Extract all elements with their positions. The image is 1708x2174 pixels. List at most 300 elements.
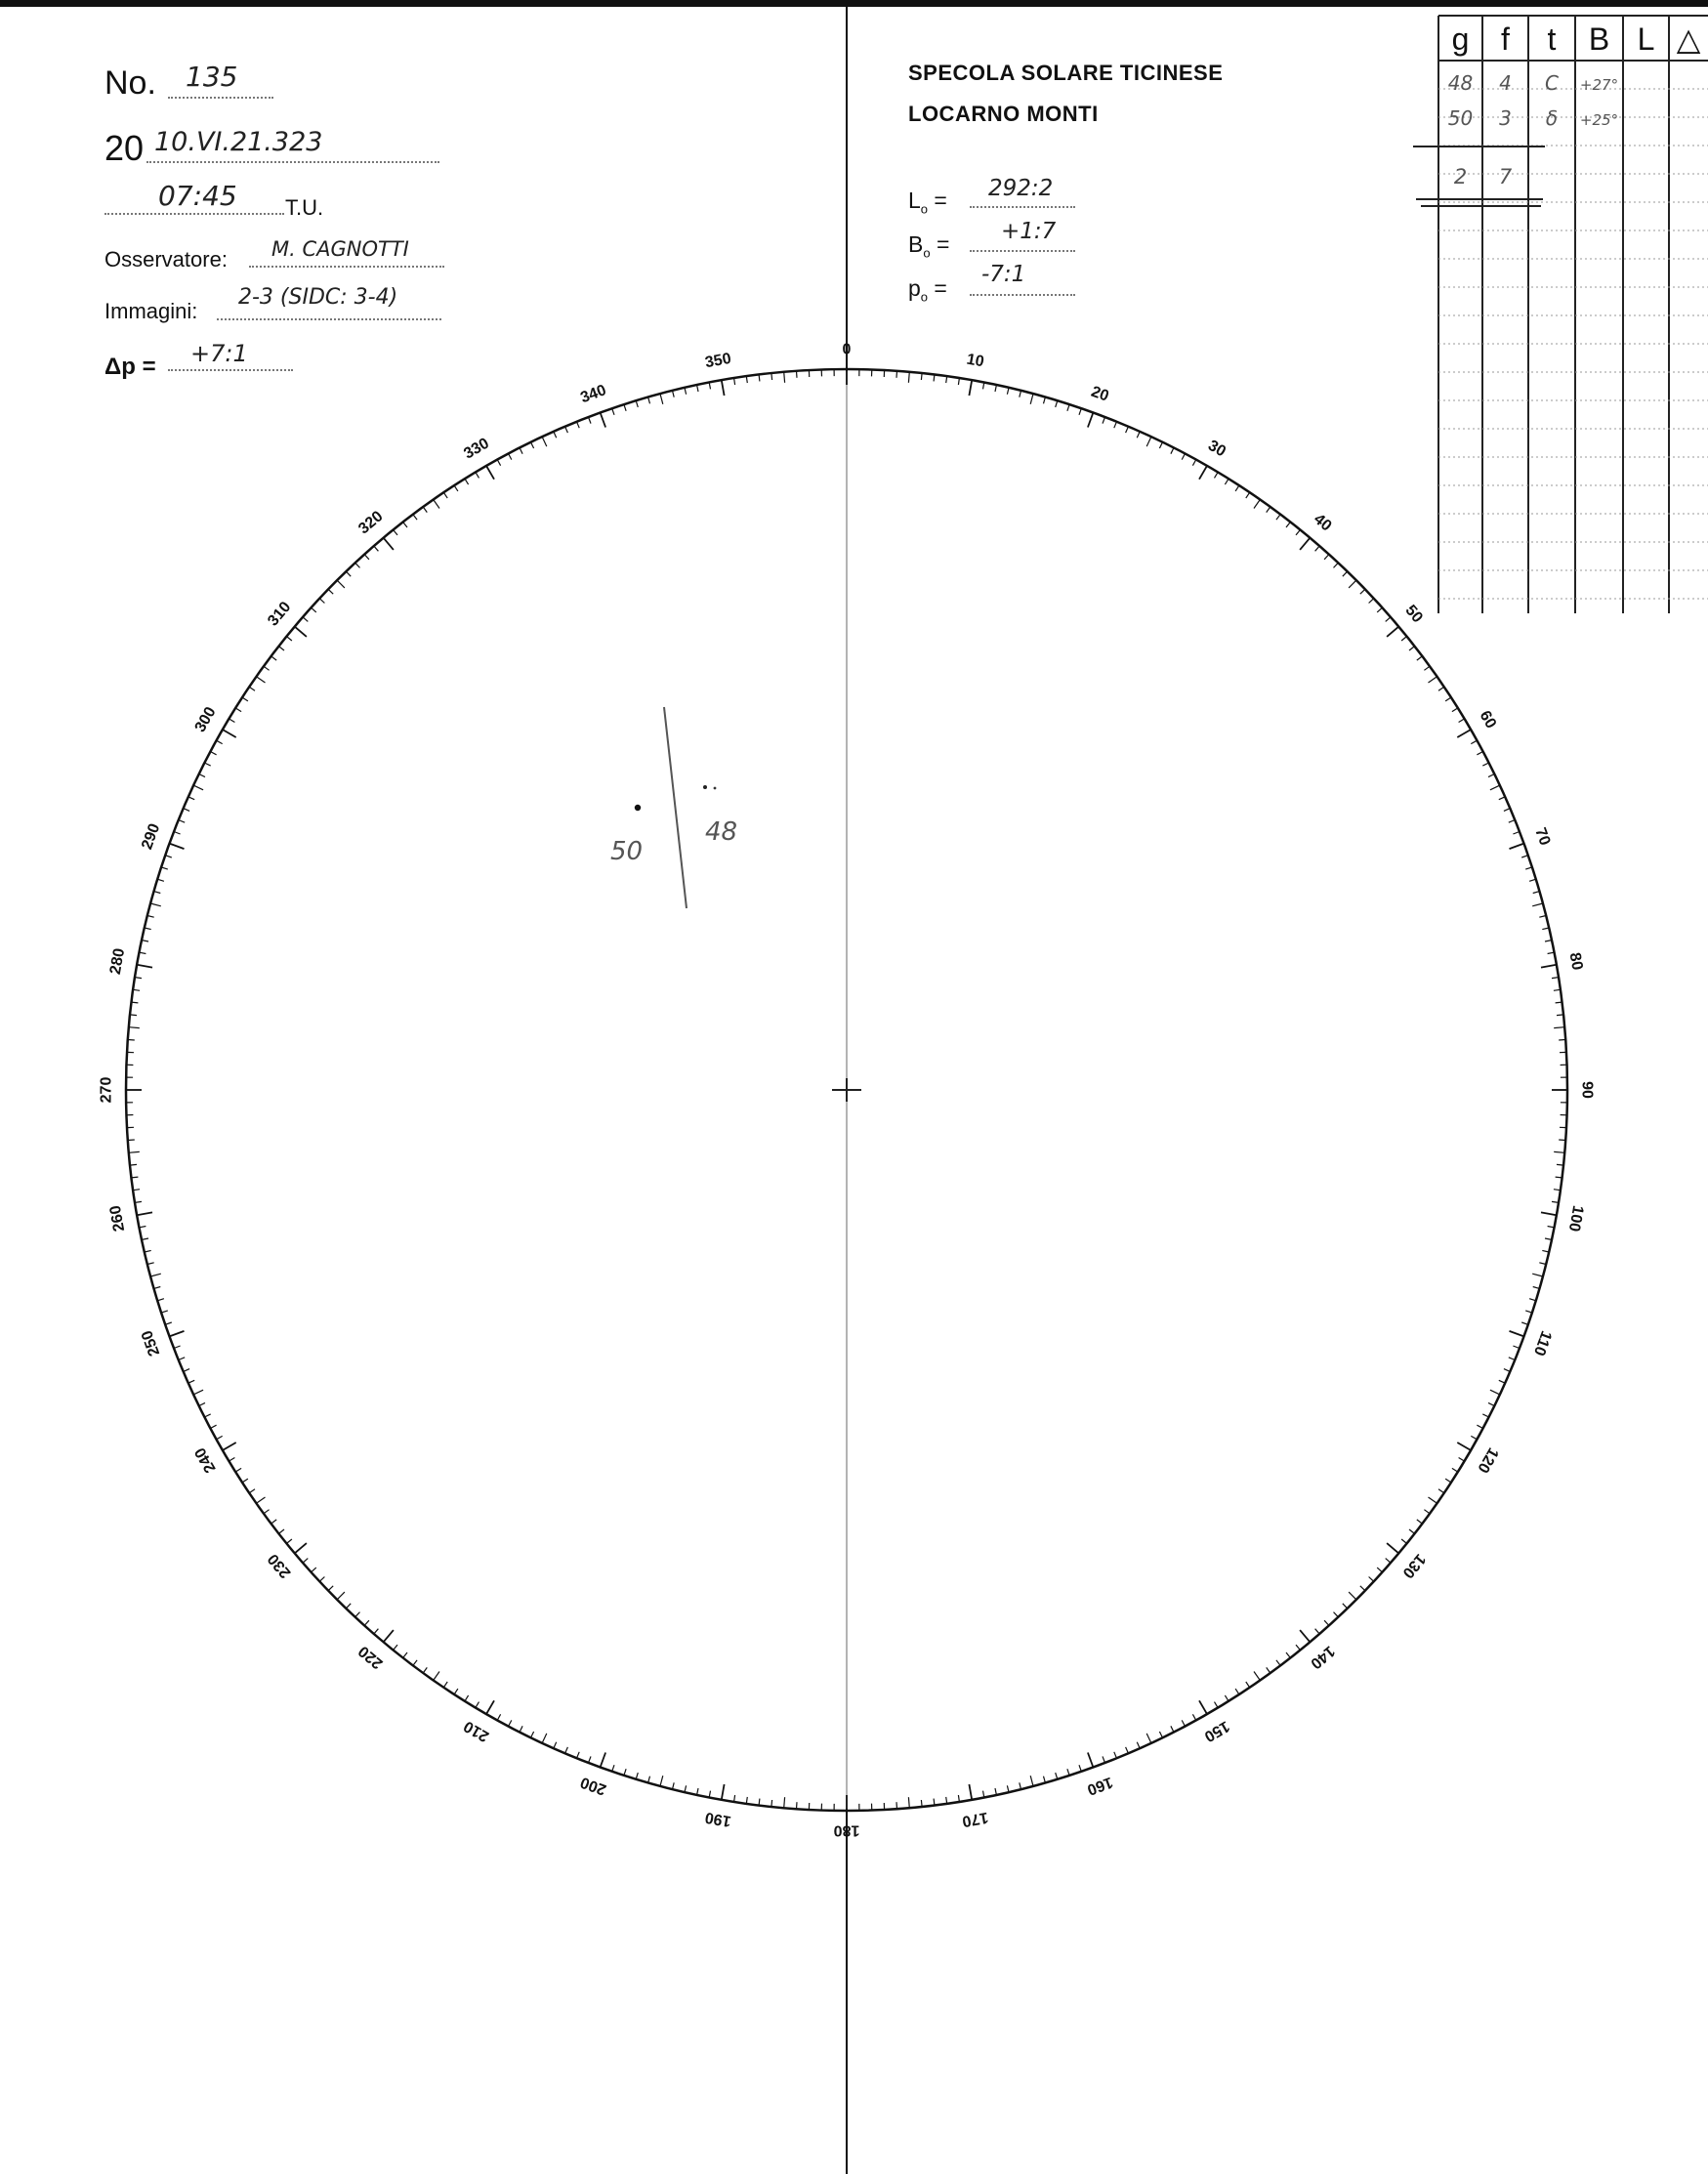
degree-tick: [130, 1164, 137, 1165]
sunspot-table-grid: [1413, 10, 1708, 613]
degree-tick: [1452, 708, 1458, 712]
group-48-spot-1: [703, 785, 707, 789]
degree-tick: [434, 1672, 439, 1681]
degree-tick: [1387, 627, 1398, 637]
degree-tick: [1386, 617, 1391, 622]
degree-tick: [1417, 1520, 1423, 1524]
degree-tick: [355, 563, 360, 567]
degree-tick: [759, 375, 760, 382]
table-cell: 3: [1499, 106, 1512, 130]
degree-tick: [1235, 485, 1239, 491]
degree-tick: [1445, 697, 1451, 701]
degree-tick: [319, 1577, 324, 1582]
degree-tick: [577, 422, 580, 429]
degree-tick: [1199, 466, 1207, 480]
degree-tick: [1324, 1620, 1329, 1625]
degree-tick: [476, 472, 479, 478]
images-value: 2-3 (SIDC: 3-4): [238, 285, 398, 310]
degree-tick: [1525, 867, 1532, 869]
degree-tick: [328, 589, 333, 594]
degree-tick: [249, 687, 255, 690]
degree-tick: [1192, 460, 1195, 466]
degree-tick: [1532, 1274, 1543, 1276]
degree-tick: [1020, 391, 1021, 397]
degree-tick: [908, 1797, 909, 1808]
time-value: 07:45: [158, 180, 237, 212]
degree-tick: [193, 1390, 203, 1395]
l0-value: 292:2: [988, 176, 1054, 201]
degree-tick: [161, 867, 168, 869]
degree-tick: [1067, 404, 1069, 411]
degree-tick: [1409, 647, 1415, 650]
degree-tick: [1559, 1140, 1565, 1141]
degree-tick: [188, 1380, 194, 1383]
degree-label: 110: [1529, 1328, 1555, 1359]
degree-label: 0: [842, 341, 852, 358]
degree-tick: [1215, 1702, 1219, 1708]
degree-tick: [784, 372, 785, 383]
degree-tick: [1490, 785, 1500, 790]
degree-tick: [709, 383, 710, 390]
p0-subscript: o: [920, 289, 929, 305]
degree-tick: [1471, 1436, 1477, 1439]
degree-tick: [132, 1002, 139, 1003]
degree-tick: [1146, 1734, 1151, 1743]
table-header-cell: t: [1547, 21, 1557, 57]
degree-tick: [1349, 580, 1356, 588]
degree-tick: [1386, 1559, 1391, 1564]
degree-tick: [165, 856, 172, 857]
degree-tick: [140, 1227, 146, 1228]
degree-tick: [1556, 1177, 1562, 1178]
degree-tick: [722, 1784, 725, 1800]
degree-tick: [1334, 1612, 1339, 1617]
degree-tick: [1457, 1442, 1471, 1450]
degree-tick: [184, 1369, 189, 1372]
degree-tick: [497, 1714, 500, 1720]
degree-tick: [1182, 453, 1185, 459]
degree-tick: [1137, 1742, 1140, 1748]
degree-tick: [199, 774, 205, 777]
degree-tick: [1499, 797, 1505, 800]
degree-tick: [531, 442, 534, 448]
degree-tick: [423, 1667, 427, 1673]
degree-tick: [660, 394, 663, 404]
degree-tick: [1457, 730, 1471, 737]
degree-tick: [364, 1620, 369, 1625]
degree-tick: [1349, 1592, 1356, 1600]
degree-tick: [1103, 417, 1105, 424]
images-label: Immagini:: [104, 299, 198, 323]
degree-tick: [129, 1151, 140, 1152]
degree-tick: [140, 952, 146, 953]
degree-tick: [1300, 538, 1310, 550]
degree-label: 320: [355, 508, 387, 538]
degree-tick: [384, 1630, 394, 1642]
degree-tick: [673, 1782, 675, 1789]
degree-tick: [1007, 388, 1009, 395]
degree-tick: [1235, 1689, 1239, 1694]
degree-tick: [1369, 599, 1374, 604]
degree-tick: [204, 763, 210, 766]
degree-tick: [1030, 394, 1033, 404]
degree-tick: [319, 599, 324, 604]
degree-tick: [179, 1358, 186, 1360]
degree-label: 240: [191, 1444, 220, 1476]
degree-tick: [1254, 1672, 1260, 1681]
degree-tick: [1171, 1726, 1174, 1732]
degree-tick: [1296, 530, 1300, 535]
degree-tick: [1267, 507, 1271, 513]
degree-tick: [1477, 1425, 1482, 1428]
degree-tick: [423, 507, 427, 513]
degree-tick: [137, 965, 152, 968]
degree-tick: [554, 432, 557, 438]
degree-tick: [394, 1645, 397, 1650]
degree-label: 150: [1201, 1717, 1232, 1745]
degree-tick: [137, 1212, 152, 1215]
time-unit: T.U.: [285, 195, 324, 220]
degree-tick: [1192, 1714, 1195, 1720]
degree-tick: [1532, 903, 1543, 906]
degree-tick: [1499, 1380, 1505, 1383]
degree-tick: [1542, 1250, 1549, 1252]
degree-tick: [403, 1652, 407, 1658]
group-50-spot: [635, 805, 641, 811]
degree-tick: [1276, 515, 1280, 521]
degree-label: 250: [139, 1327, 164, 1359]
degree-label: 100: [1564, 1203, 1587, 1233]
degree-label: 270: [98, 1076, 115, 1104]
degree-label: 70: [1531, 825, 1554, 848]
degree-tick: [509, 453, 512, 459]
degree-tick: [1554, 1151, 1564, 1152]
degree-tick: [1159, 1732, 1162, 1737]
degree-tick: [1490, 1390, 1500, 1395]
degree-label: 160: [1084, 1773, 1115, 1798]
year-prefix: 20: [104, 128, 145, 168]
degree-tick: [896, 371, 897, 378]
degree-tick: [1521, 856, 1528, 857]
degree-tick: [257, 1497, 266, 1503]
degree-tick: [1088, 413, 1094, 428]
degree-tick: [1225, 479, 1229, 484]
degree-tick: [660, 1776, 663, 1786]
degree-tick: [346, 1604, 351, 1609]
degree-tick: [264, 666, 270, 670]
degree-tick: [1509, 820, 1516, 823]
degree-tick: [434, 500, 439, 509]
degree-tick: [589, 417, 592, 424]
degree-tick: [1067, 1769, 1069, 1776]
degree-tick: [1521, 1322, 1528, 1324]
degree-tick: [759, 1799, 760, 1806]
l0-equals: =: [934, 188, 947, 213]
degree-tick: [287, 1539, 292, 1543]
degree-tick: [1103, 1756, 1105, 1763]
delta-p-value: +7:1: [190, 340, 248, 367]
number-label: No.: [104, 64, 156, 102]
degree-tick: [394, 530, 397, 535]
date-value: 10.VI.21.323: [154, 127, 323, 157]
degree-tick: [337, 1592, 345, 1600]
degree-tick: [497, 460, 500, 466]
degree-label: 10: [965, 351, 985, 371]
degree-tick: [374, 1629, 379, 1634]
degree-tick: [921, 1800, 922, 1807]
degree-tick: [1137, 432, 1140, 438]
degree-tick: [229, 1458, 234, 1462]
degree-tick: [346, 571, 351, 576]
table-cell: 50: [1447, 106, 1474, 130]
degree-tick: [337, 580, 345, 588]
degree-tick: [312, 1568, 316, 1572]
degree-label: 140: [1307, 1642, 1338, 1672]
degree-tick: [312, 607, 316, 612]
degree-label: 90: [1578, 1081, 1596, 1099]
degree-label: 80: [1565, 951, 1586, 972]
degree-tick: [217, 1436, 223, 1439]
degree-tick: [147, 916, 154, 918]
degree-tick: [1079, 408, 1081, 415]
degree-tick: [193, 785, 203, 790]
degree-tick: [601, 1753, 606, 1768]
degree-tick: [1199, 1700, 1207, 1714]
table-total-cell: 7: [1498, 165, 1513, 188]
group-48-label: 48: [705, 817, 738, 847]
p0-equals: =: [934, 275, 947, 301]
degree-tick: [242, 1479, 248, 1483]
degree-tick: [235, 708, 241, 712]
degree-tick: [1114, 1752, 1117, 1759]
degree-tick: [983, 383, 984, 390]
degree-tick: [174, 1346, 181, 1349]
degree-tick: [1225, 1695, 1229, 1701]
degree-tick: [1471, 740, 1477, 743]
degree-tick: [1114, 422, 1117, 429]
degree-tick: [454, 485, 458, 491]
degree-tick: [278, 647, 284, 650]
degree-tick: [150, 903, 161, 906]
degree-tick: [685, 1785, 687, 1792]
degree-label: 180: [833, 1821, 860, 1839]
table-header-cell: L: [1637, 21, 1655, 57]
degree-tick: [1315, 546, 1320, 551]
degree-tick: [685, 388, 687, 395]
degree-tick: [235, 1468, 241, 1472]
degree-tick: [271, 1520, 277, 1524]
institution-name: SPECOLA SOLARE TICINESE: [908, 61, 1224, 85]
degree-tick: [403, 522, 407, 527]
b0-letter: B: [908, 231, 924, 257]
degree-tick: [374, 546, 379, 551]
degree-tick: [1525, 1311, 1532, 1313]
degree-tick: [1360, 1586, 1365, 1591]
table-header-cell: g: [1451, 21, 1470, 57]
degree-tick: [1343, 1604, 1348, 1609]
degree-tick: [1254, 500, 1260, 509]
degree-tick: [1424, 1510, 1430, 1514]
degree-tick: [1182, 1720, 1185, 1726]
table-cell: C: [1545, 71, 1559, 95]
degree-tick: [204, 1414, 210, 1417]
degree-tick: [1377, 607, 1382, 612]
degree-label: 290: [139, 821, 164, 853]
degree-tick: [210, 752, 216, 755]
degree-tick: [229, 719, 234, 723]
degree-tick: [1559, 1040, 1565, 1041]
degree-tick: [1488, 774, 1494, 777]
degree-tick: [1429, 1497, 1437, 1503]
number-value: 135: [186, 61, 238, 93]
delta-p-label: Δp =: [104, 354, 156, 380]
degree-tick: [223, 730, 236, 737]
degree-tick: [1417, 656, 1423, 660]
observer-value: M. CAGNOTTI: [271, 237, 409, 261]
b0-value: +1:7: [1001, 219, 1057, 244]
degree-label: 350: [703, 350, 733, 372]
degree-tick: [1510, 1331, 1524, 1337]
degree-tick: [476, 1702, 479, 1708]
degree-tick: [199, 1402, 205, 1405]
degree-tick: [303, 617, 308, 622]
group-50-label: 50: [610, 837, 644, 866]
degree-tick: [1360, 589, 1365, 594]
degree-tick: [1438, 687, 1444, 690]
degree-tick: [1459, 1458, 1465, 1462]
degree-tick: [565, 1747, 568, 1753]
degree-tick: [577, 1752, 580, 1759]
table-cell: +25°: [1579, 111, 1619, 129]
degree-label: 300: [191, 704, 220, 735]
degree-tick: [184, 809, 189, 812]
degree-tick: [257, 677, 266, 683]
degree-tick: [384, 538, 394, 550]
degree-label: 280: [106, 946, 129, 977]
degree-tick: [1459, 719, 1465, 723]
group-48-spot-2: [714, 787, 717, 790]
degree-tick: [1452, 1468, 1458, 1472]
degree-tick: [179, 820, 186, 823]
degree-tick: [1387, 1543, 1398, 1553]
degree-tick: [1510, 844, 1524, 850]
degree-label: 260: [106, 1203, 129, 1233]
degree-tick: [1504, 809, 1510, 812]
degree-tick: [1215, 472, 1219, 478]
degree-tick: [1267, 1667, 1271, 1673]
degree-tick: [295, 1543, 307, 1553]
l0-subscript: o: [920, 201, 929, 217]
degree-tick: [908, 372, 909, 383]
degree-label: 330: [461, 435, 492, 463]
table-header-cell: B: [1588, 21, 1610, 57]
degree-label: 170: [960, 1808, 990, 1830]
degree-tick: [1548, 952, 1555, 953]
degree-tick: [601, 413, 606, 428]
degree-tick: [188, 797, 194, 800]
degree-label: 230: [265, 1550, 295, 1581]
degree-tick: [249, 1489, 255, 1493]
degree-label: 30: [1205, 437, 1229, 461]
degree-tick: [145, 928, 151, 930]
degree-tick: [278, 1529, 284, 1533]
degree-tick: [413, 515, 417, 521]
degree-tick: [128, 1140, 135, 1141]
degree-tick: [983, 1791, 984, 1798]
degree-tick: [1409, 1529, 1415, 1533]
degree-tick: [170, 1331, 185, 1337]
degree-tick: [1369, 1577, 1374, 1582]
degree-tick: [542, 437, 547, 446]
table-cell: 4: [1499, 71, 1512, 95]
table-header-cell: △: [1676, 21, 1701, 57]
table-cell: 48: [1447, 71, 1474, 95]
degree-tick: [771, 1800, 772, 1807]
degree-tick: [1377, 1568, 1382, 1572]
degree-tick: [1477, 752, 1482, 755]
table-cell: +27°: [1579, 76, 1619, 94]
degree-tick: [1324, 555, 1329, 560]
degree-tick: [1548, 1227, 1555, 1228]
degree-tick: [165, 1322, 172, 1324]
degree-tick: [624, 1769, 626, 1776]
degree-tick: [355, 1612, 360, 1617]
degree-tick: [771, 373, 772, 380]
degree-tick: [217, 740, 223, 743]
table-cell: δ: [1545, 106, 1559, 130]
degree-tick: [465, 1695, 469, 1701]
degree-tick: [1286, 522, 1290, 527]
degree-tick: [454, 1689, 458, 1694]
degree-tick: [150, 1274, 161, 1276]
degree-tick: [287, 637, 292, 641]
degree-tick: [1276, 1660, 1280, 1666]
degree-label: 200: [578, 1773, 609, 1798]
l0-letter: L: [908, 188, 921, 213]
degree-tick: [1079, 1765, 1081, 1772]
group-divider-line: [664, 707, 687, 908]
degree-tick: [1539, 916, 1546, 918]
degree-tick: [303, 1559, 308, 1564]
degree-tick: [1509, 1358, 1516, 1360]
degree-tick: [264, 1510, 270, 1514]
degree-tick: [413, 1660, 417, 1666]
degree-label: 210: [461, 1717, 492, 1745]
degree-tick: [364, 555, 369, 560]
degree-tick: [1315, 1629, 1320, 1634]
degree-tick: [147, 1263, 154, 1265]
degree-tick: [486, 1700, 494, 1714]
degree-tick: [174, 832, 181, 835]
degree-tick: [242, 697, 248, 701]
degree-tick: [145, 1250, 151, 1252]
degree-tick: [1246, 1682, 1250, 1688]
degree-tick: [969, 1784, 972, 1800]
degree-tick: [1482, 763, 1488, 766]
degree-tick: [1159, 442, 1162, 448]
observer-label: Osservatore:: [104, 247, 228, 272]
degree-tick: [1126, 427, 1129, 433]
degree-tick: [328, 1586, 333, 1591]
degree-tick: [1542, 928, 1549, 930]
degree-tick: [1171, 447, 1174, 453]
degree-tick: [1126, 1747, 1129, 1753]
degree-tick: [797, 371, 798, 378]
degree-tick: [1246, 492, 1250, 498]
degree-label: 120: [1474, 1444, 1502, 1476]
degree-tick: [612, 408, 614, 415]
degree-tick: [520, 1726, 522, 1732]
